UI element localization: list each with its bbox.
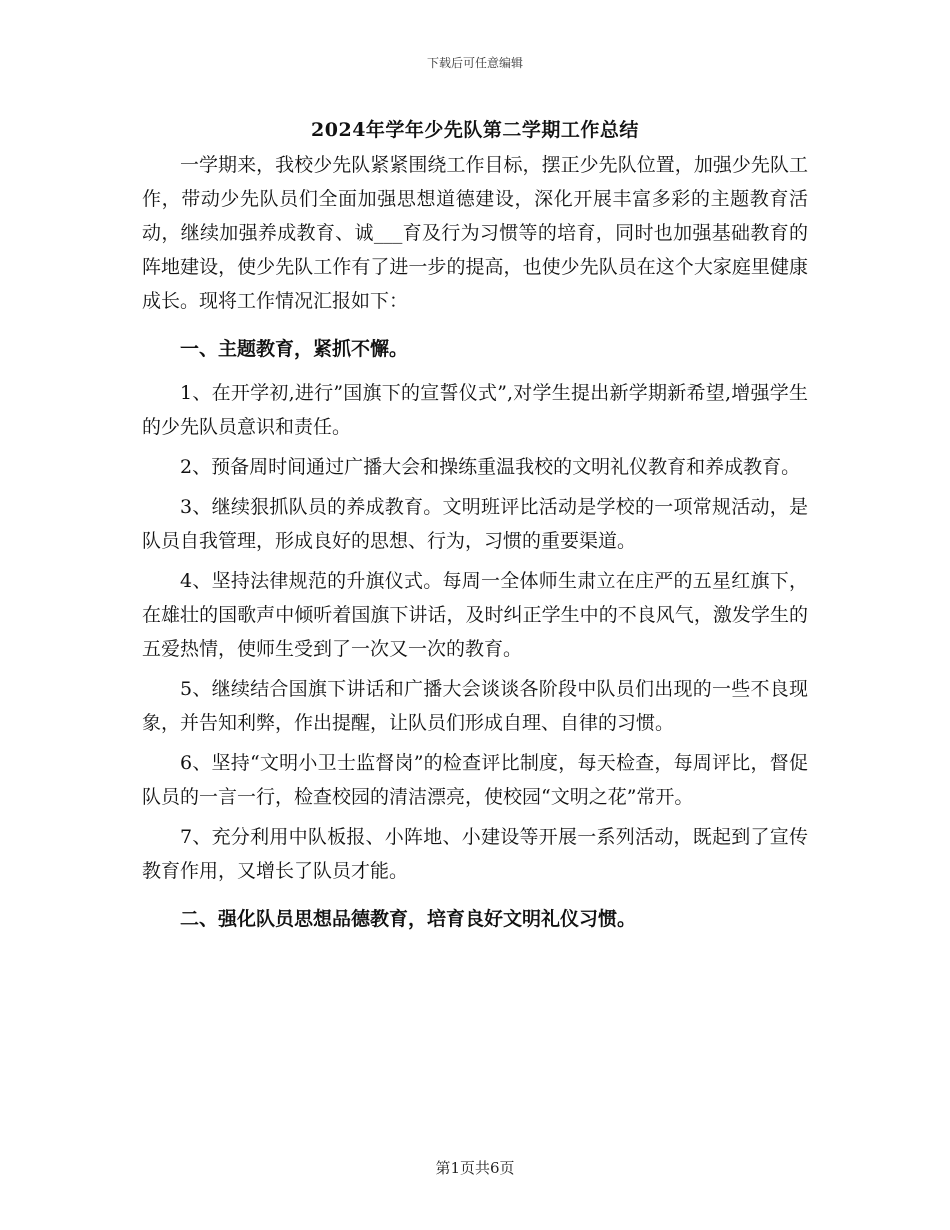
list-item: 6、坚持“文明小卫士监督岗”的检查评比制度，每天检查，每周评比，督促队员的一言一行，检查校园的清洁漂亮，使校园“文明之花”常开。 [142,752,808,808]
document-body [142,148,808,946]
list-item: 3、继续狠抓队员的养成教育。文明班评比活动是学校的一项常规活动，是队员自我管理，形成良好的思想、行为，习惯的重要渠道。 [142,496,808,552]
list-item: 7、充分利用中队板报、小阵地、小建设等开展一系列活动，既起到了宣传教育作用，又增长了队员才能。 [142,826,808,882]
list-item: 4、坚持法律规范的升旗仪式。每周一全体师生肃立在庄严的五星红旗下，在雄壮的国歌声中倾听着国旗下讲话，及时纠正学生中的不良风气，激发学生的五爱热情，使师生受到了一次又一次的教育。 [142,570,808,660]
list-item: 2、预备周时间通过广播大会和操练重温我校的文明礼仪教育和养成教育。 [180,456,801,478]
list-item: 5、继续结合国旗下讲话和广播大会谈谈各阶段中队员们出现的一些不良现象，并告知利弊，作出提醒，让队员们形成自理、自律的习惯。 [142,678,808,734]
list-item: 1、在开学初,进行”国旗下的宣誓仪式”,对学生提出新学期新希望,增强学生的少先队员意识和责任。 [142,382,808,438]
header-note: 下载后可任意编辑 [426,56,523,70]
section-heading-1: 一、主题教育，紧抓不懈。 [180,338,409,360]
section-heading-2: 二、强化队员思想品德教育，培育良好文明礼仪习惯。 [180,908,637,930]
intro-paragraph: 一学期来，我校少先队紧紧围绕工作目标，摆正少先队位置，加强少先队工作，带动少先队员们全面加强思想道德建设，深化开展丰富多彩的主题教育活动，继续加强养成教育、诚___育及行为习惯等的培育，同时也加强基础教育的阵地建设，使少先队工作有了进一步的提高，也使少先队员在这个大家庭里健康成长。现将工作情况汇报如下： [142,154,808,312]
page-footer: 第1页共6页 [435,1159,515,1177]
document-title: 2024年学年少先队第二学期工作总结 [311,119,639,141]
